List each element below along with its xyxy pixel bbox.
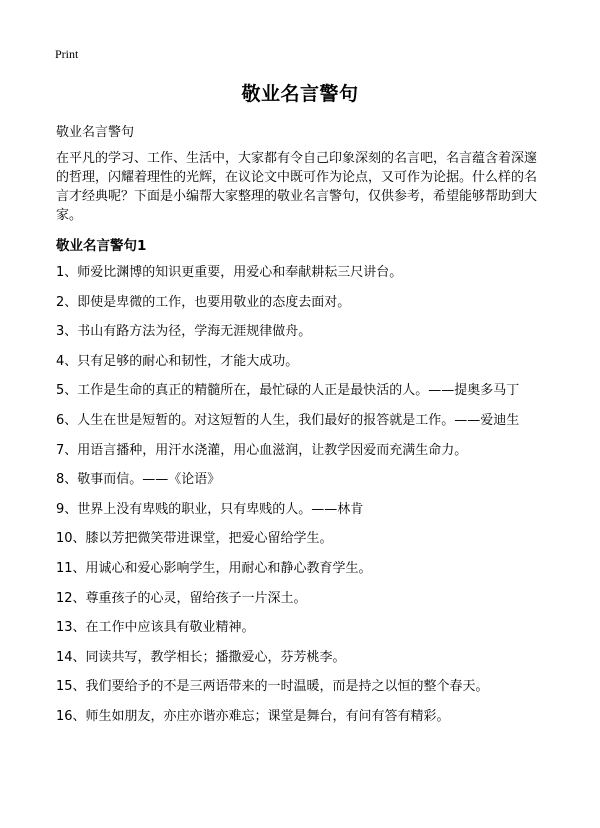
document-subtitle: 敬业名言警句 [56, 125, 135, 140]
page-title: 敬业名言警句 [241, 83, 359, 105]
quote-item: 16、师生如朋友，亦庄亦谐亦难忘；课堂是舞台，有问有答有精彩。 [56, 708, 450, 724]
quote-item: 2、即使是卑微的工作，也要用敬业的态度去面对。 [56, 294, 351, 310]
quote-item: 7、用语言播种，用汗水浇灌，用心血滋润，让教学因爱而充满生命力。 [56, 442, 468, 458]
quote-item: 12、尊重孩子的心灵，留给孩子一片深土。 [56, 590, 307, 606]
section-heading: 敬业名言警句1 [56, 238, 147, 254]
quote-item: 1、师爱比渊博的知识更重要，用爱心和奉献耕耘三尺讲台。 [56, 265, 403, 280]
intro-paragraph: 在平凡的学习、工作、生活中，大家都有令自己印象深刻的名言吧，名言蕴含着深邃的哲理，闪耀着理性的光辉，在议论文中既可作为论点，又可作为论据。什么样的名言才经典呢？下面是小编帮大家整理的敬业名言警句，仅供参考，希望能够帮助到大家。 [56, 151, 538, 223]
quote-item: 3、书山有路方法为径，学海无涯规律做舟。 [56, 324, 312, 340]
quote-item: 5、工作是生命的真正的精髓所在，最忙碌的人正是最快活的人。——提奥多马丁 [56, 383, 520, 399]
quote-list [56, 262, 556, 736]
quote-item: 6、人生在世是短暂的。对这短暂的人生，我们最好的报答就是工作。——爱迪生 [56, 412, 520, 428]
quote-item: 9、世界上没有卑贱的职业，只有卑贱的人。——林肯 [56, 501, 364, 517]
print-link[interactable]: Print [55, 47, 79, 61]
quote-item: 13、在工作中应该具有敬业精神。 [56, 620, 255, 636]
quote-item: 14、同读共写，教学相长；播撒爱心，芬芳桃李。 [56, 649, 346, 665]
quote-item: 4、只有足够的耐心和韧性，才能大成功。 [56, 353, 299, 369]
quote-item: 15、我们要给予的不是三两语带来的一时温暖，而是持之以恒的整个春天。 [56, 679, 489, 695]
quote-item: 11、用诚心和爱心影响学生，用耐心和静心教育学生。 [56, 560, 372, 576]
quote-item: 10、膝以芳把微笑带进课堂，把爱心留给学生。 [56, 531, 333, 547]
quote-item: 8、敬事而信。——《论语》 [56, 472, 221, 488]
